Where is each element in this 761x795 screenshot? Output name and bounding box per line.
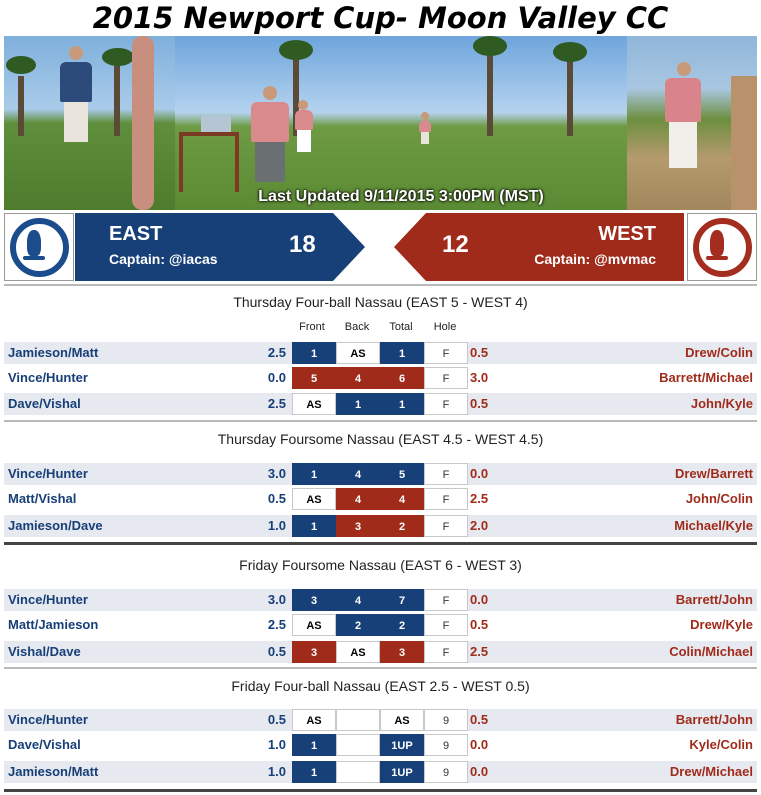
west-pair: Barrett/Michael: [659, 370, 753, 385]
east-pair: Jamieson/Matt: [8, 345, 99, 360]
total-result: 1: [380, 393, 424, 415]
total-result: AS: [380, 709, 424, 731]
hole-status: F: [424, 488, 468, 510]
divider: [4, 667, 757, 669]
hole-status: F: [424, 515, 468, 537]
match-row: [4, 488, 757, 510]
match-row: [4, 367, 757, 389]
west-team-banner: [394, 213, 684, 281]
front-result: 1: [292, 515, 336, 537]
east-points: 2.5: [267, 617, 286, 632]
east-pair: Vince/Hunter: [8, 592, 88, 607]
divider: [4, 542, 757, 545]
east-pair: Vince/Hunter: [8, 370, 88, 385]
hole-status: F: [424, 589, 468, 611]
east-pair: Matt/Jamieson: [8, 617, 99, 632]
west-points: 2.0: [470, 518, 489, 533]
col-total: Total: [389, 321, 413, 333]
back-result: 2: [336, 614, 380, 636]
east-points: 0.5: [267, 712, 286, 727]
hole-status: F: [424, 367, 468, 389]
east-pair: Vince/Hunter: [8, 466, 88, 481]
front-result: 3: [292, 589, 336, 611]
match-row: [4, 393, 757, 415]
section-title: Thursday Foursome Nassau (EAST 4.5 - WEST 4.5): [217, 431, 544, 447]
photo-golfers-on-bridge: [175, 36, 627, 210]
east-points: 3.0: [267, 592, 286, 607]
east-points: 1.0: [267, 518, 286, 533]
total-result: 5: [380, 463, 424, 485]
west-pair: Drew/Michael: [669, 764, 753, 779]
west-score: 12: [442, 231, 469, 258]
back-result: 4: [336, 367, 380, 389]
west-team-name: WEST: [598, 223, 656, 245]
front-result: AS: [292, 614, 336, 636]
east-pair: Dave/Vishal: [8, 737, 81, 752]
west-pair: John/Kyle: [690, 396, 753, 411]
west-points: 2.5: [470, 644, 489, 659]
east-pair: Vishal/Dave: [8, 644, 81, 659]
match-row: [4, 342, 757, 364]
photo-golfer-chipping: [627, 36, 757, 210]
total-result: 2: [380, 614, 424, 636]
east-pair: Jamieson/Matt: [8, 764, 99, 779]
front-result: 3: [292, 641, 336, 663]
sand-trap-logo-west: [687, 213, 757, 281]
total-result: 4: [380, 488, 424, 510]
hole-status: 9: [424, 761, 468, 783]
divider: [4, 420, 757, 422]
section-friday-foursome: [4, 546, 757, 666]
west-points: 0.0: [470, 764, 489, 779]
east-points: 0.5: [267, 644, 286, 659]
total-result: 7: [380, 589, 424, 611]
west-pair: Kyle/Colin: [689, 737, 753, 752]
west-pair: Drew/Colin: [685, 345, 753, 360]
back-result: AS: [336, 641, 380, 663]
match-row: [4, 709, 757, 731]
section-thursday-foursome: [4, 423, 757, 541]
col-back: Back: [344, 321, 370, 333]
east-points: 2.5: [267, 396, 286, 411]
hole-status: 9: [424, 734, 468, 756]
photo-banner: [4, 36, 757, 210]
total-result: 6: [380, 367, 424, 389]
west-points: 0.5: [470, 712, 489, 727]
sand-trap-logo-east: [4, 213, 74, 281]
total-result: 1UP: [380, 734, 424, 756]
west-points: 3.0: [470, 370, 489, 385]
front-result: 1: [292, 342, 336, 364]
east-pair: Matt/Vishal: [8, 491, 77, 506]
west-pair: Drew/Barrett: [674, 466, 753, 481]
section-title: Friday Foursome Nassau (EAST 6 - WEST 3): [239, 557, 522, 573]
east-points: 2.5: [267, 345, 286, 360]
total-result: 1UP: [380, 761, 424, 783]
back-result: AS: [336, 342, 380, 364]
west-points: 0.0: [470, 737, 489, 752]
divider: [4, 789, 757, 792]
match-row: [4, 614, 757, 636]
back-result: 4: [336, 589, 380, 611]
hole-status: F: [424, 463, 468, 485]
match-row: [4, 515, 757, 537]
section-title: Thursday Four-ball Nassau (EAST 5 - WEST 4): [233, 294, 528, 310]
east-pair: Vince/Hunter: [8, 712, 88, 727]
hole-status: F: [424, 641, 468, 663]
west-points: 0.5: [470, 617, 489, 632]
west-pair: Barrett/John: [675, 592, 753, 607]
section-title: Friday Four-ball Nassau (EAST 2.5 - WEST 0.5): [231, 678, 530, 694]
col-hole: Hole: [433, 321, 457, 333]
hole-status: F: [424, 393, 468, 415]
match-row: [4, 734, 757, 756]
back-result: 3: [336, 515, 380, 537]
east-points: 1.0: [267, 737, 286, 752]
east-team-banner: [75, 213, 365, 281]
total-result: 2: [380, 515, 424, 537]
front-result: AS: [292, 488, 336, 510]
total-result: 1: [380, 342, 424, 364]
west-points: 0.0: [470, 592, 489, 607]
match-row: [4, 589, 757, 611]
back-result: [336, 709, 380, 731]
back-result: [336, 761, 380, 783]
photo-golfer-walking: [4, 36, 175, 210]
west-pair: Barrett/John: [675, 712, 753, 727]
east-captain: Captain: @iacas: [109, 251, 218, 267]
front-result: 1: [292, 463, 336, 485]
back-result: 1: [336, 393, 380, 415]
east-points: 3.0: [267, 466, 286, 481]
hole-status: F: [424, 614, 468, 636]
west-points: 0.5: [470, 396, 489, 411]
back-result: 4: [336, 463, 380, 485]
col-front: Front: [299, 321, 325, 333]
west-captain: Captain: @mvmac: [534, 251, 656, 267]
hole-status: 9: [424, 709, 468, 731]
back-result: [336, 734, 380, 756]
west-pair: Colin/Michael: [669, 644, 753, 659]
west-points: 0.5: [470, 345, 489, 360]
east-pair: Jamieson/Dave: [8, 518, 103, 533]
east-pair: Dave/Vishal: [8, 396, 81, 411]
east-score: 18: [289, 231, 316, 258]
west-pair: Michael/Kyle: [674, 518, 753, 533]
east-points: 0.0: [267, 370, 286, 385]
west-points: 0.0: [470, 466, 489, 481]
east-team-name: EAST: [109, 223, 163, 245]
east-points: 1.0: [267, 764, 286, 779]
front-result: 1: [292, 761, 336, 783]
match-row: [4, 761, 757, 783]
back-result: 4: [336, 488, 380, 510]
west-pair: John/Colin: [685, 491, 753, 506]
west-points: 2.5: [470, 491, 489, 506]
front-result: 5: [292, 367, 336, 389]
match-row: [4, 463, 757, 485]
front-result: AS: [292, 393, 336, 415]
west-pair: Drew/Kyle: [690, 617, 753, 632]
last-updated: Last Updated 9/11/2015 3:00PM (MST): [258, 188, 544, 205]
east-points: 0.5: [267, 491, 286, 506]
page-title: 2015 Newport Cup- Moon Valley CC: [92, 1, 669, 35]
front-result: AS: [292, 709, 336, 731]
total-result: 3: [380, 641, 424, 663]
front-result: 1: [292, 734, 336, 756]
section-friday-fourball: [4, 670, 757, 788]
hole-status: F: [424, 342, 468, 364]
section-thursday-fourball: [4, 287, 757, 417]
divider: [4, 284, 757, 286]
match-row: [4, 641, 757, 663]
